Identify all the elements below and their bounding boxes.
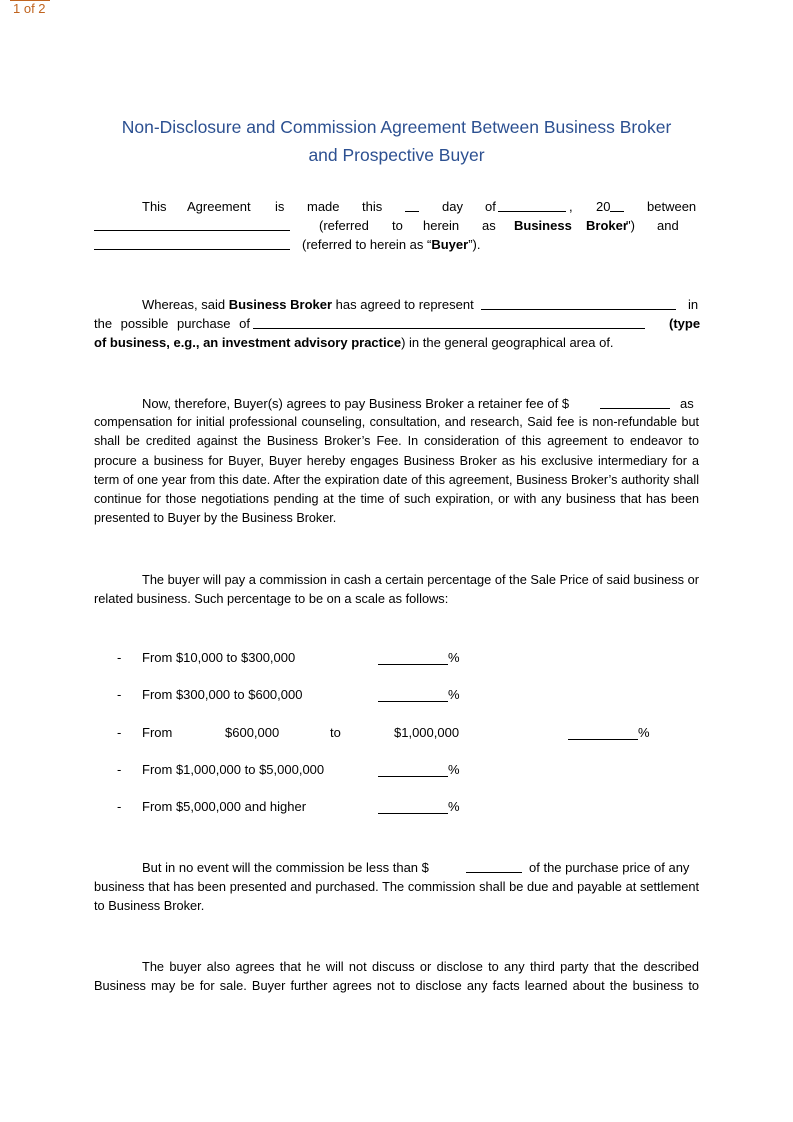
intro-word: to: [392, 218, 403, 233]
percent-blank: [568, 727, 638, 740]
broker-name-blank: [94, 218, 290, 231]
bullet-dash: -: [117, 725, 122, 740]
month-blank: [498, 199, 566, 212]
scale-range: From $5,000,000 and higher: [142, 799, 307, 814]
retainer-text: Now, therefore, Buyer(s) agrees to pay Business Broker a retainer fee of $: [142, 396, 570, 411]
whereas-text: the possible purchase of: [94, 316, 250, 331]
buyer-name-blank: [94, 237, 290, 250]
document-title: [94, 113, 699, 169]
minimum-text: of the purchase price of any: [529, 860, 690, 875]
agreement-intro-paragraph: [94, 197, 699, 254]
intro-word: this: [362, 199, 383, 214]
scale-range: to: [330, 725, 341, 740]
minimum-body: business that has been presented and purchased. The commission shall be due and payable at settlement to Business Broker.: [94, 879, 699, 914]
business-type-blank: [253, 316, 645, 329]
percent-blank: [378, 689, 448, 702]
scale-range: From $1,000,000 to $5,000,000: [142, 762, 325, 777]
percent-sign: %: [448, 799, 460, 814]
scale-range: $1,000,000: [394, 725, 460, 740]
intro-word: is: [275, 199, 285, 214]
scale-row-5: [0, 799, 793, 818]
scale-range: From $10,000 to $300,000: [142, 650, 296, 665]
scale-row-2: [0, 687, 793, 706]
intro-word: ,: [569, 199, 573, 214]
intro-word: herein: [423, 218, 460, 233]
whereas-text: ) in the general geographical area of.: [401, 335, 614, 350]
retainer-paragraph: [94, 394, 699, 529]
intro-word: (referred: [319, 218, 369, 233]
intro-word: day: [442, 199, 463, 214]
intro-word: made: [307, 199, 340, 214]
percent-blank: [378, 764, 448, 777]
business-broker-label: Business: [514, 218, 572, 233]
page-counter: 1 of 2: [13, 1, 46, 16]
commission-paragraph: [94, 570, 699, 609]
year-blank: [610, 199, 624, 212]
scale-range: From $300,000 to $600,000: [142, 687, 303, 702]
represent-blank: [481, 297, 676, 310]
minimum-text: But in no event will the commission be less than $: [142, 860, 429, 875]
minimum-amount-blank: [466, 860, 522, 873]
scale-range: From: [142, 725, 173, 740]
percent-sign: %: [448, 650, 460, 665]
intro-word: between: [647, 199, 697, 214]
percent-sign: %: [638, 725, 650, 740]
intro-word: "): [626, 218, 635, 233]
day-blank: [405, 199, 419, 212]
retainer-fee-blank: [600, 396, 670, 409]
intro-word: ”).: [468, 237, 481, 252]
whereas-text: in: [688, 297, 699, 312]
whereas-text: has agreed to represent: [332, 297, 474, 312]
intro-word: 20: [596, 199, 611, 214]
scale-row-4: [0, 762, 793, 781]
title-line-2: and Prospective Buyer: [308, 145, 485, 165]
intro-word: and: [657, 218, 679, 233]
percent-sign: %: [448, 687, 460, 702]
intro-word: Agreement: [187, 199, 251, 214]
bullet-dash: -: [117, 799, 122, 814]
minimum-commission-paragraph: [94, 858, 699, 916]
retainer-body: compensation for initial professional counseling, consultation, and research, Said fee is non-refundable but shall be credited against the Business Broker’s Fee. In consideration of this agreement to endeavor to procure a business for Buyer, Buyer hereby engages Business Broker as his exclusive intermediary for a term of one year from this date. After the expiration date of this agreement, Business Broker’s authority shall continue for those negotiations pending at the time of such expiration, or with any business that has been presented to Buyer by the Business Broker.: [94, 415, 699, 526]
bullet-dash: -: [117, 762, 122, 777]
intro-word: of: [485, 199, 496, 214]
retainer-text: as: [680, 396, 694, 411]
intro-word: as: [482, 218, 496, 233]
business-broker-label: Business Broker: [228, 297, 333, 312]
confidentiality-paragraph: [94, 957, 699, 996]
buyer-label: Buyer: [431, 237, 469, 252]
title-line-1: Non-Disclosure and Commission Agreement Between Business Broker: [121, 117, 672, 137]
type-label: (type: [669, 316, 701, 331]
bullet-dash: -: [117, 650, 122, 665]
intro-word: (referred to herein as “: [302, 237, 432, 252]
bullet-dash: -: [117, 687, 122, 702]
scale-row-1: [0, 650, 793, 669]
percent-blank: [378, 652, 448, 665]
scale-row-3: [0, 725, 793, 744]
whereas-paragraph: [94, 295, 699, 352]
business-broker-label: Broker: [586, 218, 628, 233]
whereas-text: Whereas, said: [142, 297, 229, 312]
commission-text: The buyer will pay a commission in cash a certain percentage of the Sale Price of said business or related business. Such percentage to be on a scale as follows:: [94, 572, 699, 607]
scale-range: $600,000: [225, 725, 280, 740]
intro-word: This: [142, 199, 167, 214]
confidentiality-text: The buyer also agrees that he will not discuss or disclose to any third party that the described Business may be for sale. Buyer further agrees not to disclose any facts learned about the business to: [94, 959, 699, 994]
type-example: of business, e.g., an investment advisory practice: [94, 335, 402, 350]
percent-sign: %: [448, 762, 460, 777]
percent-blank: [378, 801, 448, 814]
